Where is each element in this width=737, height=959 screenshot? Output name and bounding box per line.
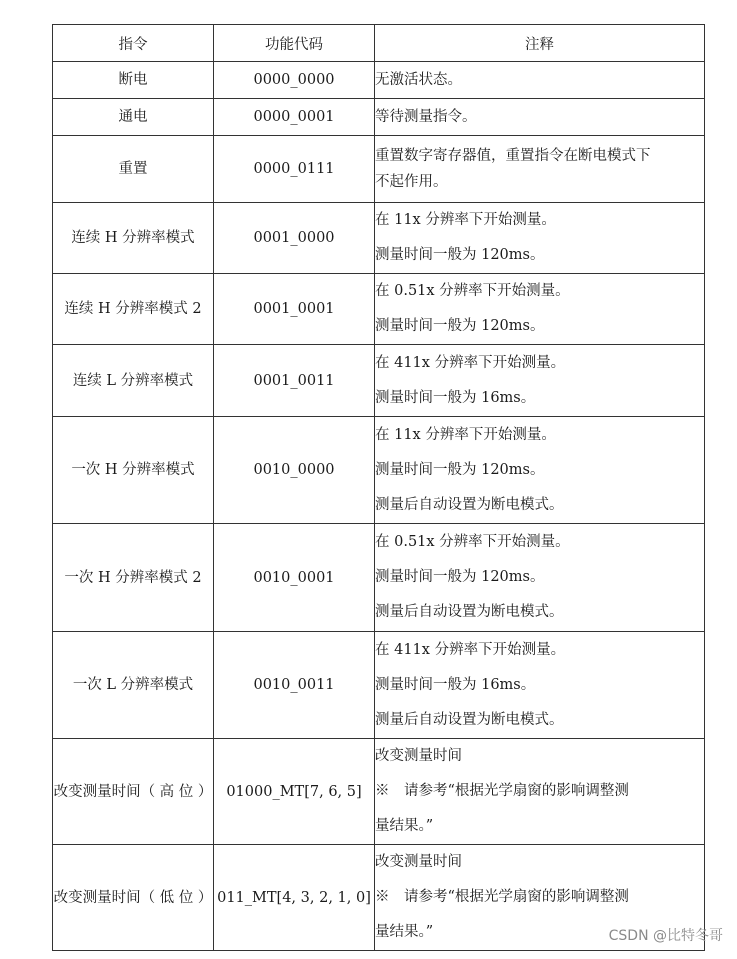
notes-cell xyxy=(375,136,705,203)
table-row xyxy=(53,524,705,632)
note-line: 等待测量指令。 xyxy=(375,109,477,125)
command-cell: 连续 H 分辨率模式 2 xyxy=(53,274,214,345)
note-line: 测量后自动设置为断电模式。 xyxy=(375,496,564,513)
table-row xyxy=(53,345,705,417)
note-line: 无激活状态。 xyxy=(375,72,462,88)
note-line: 在 0.51x 分辨率下开始测量。 xyxy=(375,283,570,299)
note-line: 测量时间一般为 120ms。 xyxy=(375,247,545,263)
command-cell: 重置 xyxy=(53,136,214,203)
command-cell: 改变测量时间（ 高 位 ） xyxy=(53,739,214,845)
note-line: 在 11x 分辨率下开始测量。 xyxy=(375,426,556,443)
note-line: 测量时间一般为 120ms。 xyxy=(375,318,545,334)
command-cell: 断电 xyxy=(53,62,214,99)
table-row xyxy=(53,62,705,99)
function-code-cell: 0001_0001 xyxy=(214,274,375,345)
command-cell: 一次 L 分辨率模式 xyxy=(53,632,214,739)
note-line: 测量后自动设置为断电模式。 xyxy=(375,711,564,728)
command-cell: 一次 H 分辨率模式 xyxy=(53,417,214,524)
note-line: 在 11x 分辨率下开始测量。 xyxy=(375,212,556,228)
header-row xyxy=(53,25,705,62)
command-table xyxy=(52,24,705,951)
notes-cell xyxy=(375,739,705,845)
table-row xyxy=(53,136,705,203)
note-line: 改变测量时间 xyxy=(375,748,462,764)
note-line: 重置数字寄存器值，重置指令在断电模式下 xyxy=(375,148,651,164)
command-cell: 连续 L 分辨率模式 xyxy=(53,345,214,417)
note-line: 量结果。” xyxy=(375,924,434,940)
table-row xyxy=(53,845,705,951)
note-line: 测量时间一般为 16ms。 xyxy=(375,676,536,693)
watermark: CSDN @比特冬哥 xyxy=(608,928,723,944)
notes-cell xyxy=(375,524,705,632)
table-row xyxy=(53,274,705,345)
function-code-cell: 011_MT[4, 3, 2, 1, 0] xyxy=(214,845,375,951)
function-code-cell: 0001_0011 xyxy=(214,345,375,417)
notes-cell xyxy=(375,203,705,274)
header-notes: 注释 xyxy=(375,25,705,62)
note-line: ※ 请参考“根据光学扇窗的影响调整测 xyxy=(375,783,629,799)
table-row xyxy=(53,632,705,739)
notes-cell xyxy=(375,417,705,524)
note-line: 在 411x 分辨率下开始测量。 xyxy=(375,354,566,371)
note-line: 测量后自动设置为断电模式。 xyxy=(375,604,564,620)
table-row xyxy=(53,203,705,274)
command-cell: 通电 xyxy=(53,99,214,136)
function-code-cell: 0010_0000 xyxy=(214,417,375,524)
note-line: 改变测量时间 xyxy=(375,854,462,870)
function-code-cell: 0000_0111 xyxy=(214,136,375,203)
header-command: 指令 xyxy=(53,25,214,62)
function-code-cell: 0001_0000 xyxy=(214,203,375,274)
note-line: 在 411x 分辨率下开始测量。 xyxy=(375,641,566,658)
function-code-cell: 0000_0000 xyxy=(214,62,375,99)
table-row xyxy=(53,739,705,845)
command-cell: 连续 H 分辨率模式 xyxy=(53,203,214,274)
note-line: 测量时间一般为 120ms。 xyxy=(375,569,545,585)
note-line: ※ 请参考“根据光学扇窗的影响调整测 xyxy=(375,889,629,905)
function-code-cell: 01000_MT[7, 6, 5] xyxy=(214,739,375,845)
table-row xyxy=(53,99,705,136)
note-line: 测量时间一般为 120ms。 xyxy=(375,461,545,478)
command-cell: 一次 H 分辨率模式 2 xyxy=(53,524,214,632)
notes-cell xyxy=(375,99,705,136)
notes-cell xyxy=(375,632,705,739)
notes-cell xyxy=(375,62,705,99)
header-function-code: 功能代码 xyxy=(214,25,375,62)
notes-cell xyxy=(375,345,705,417)
notes-cell xyxy=(375,274,705,345)
note-line: 测量时间一般为 16ms。 xyxy=(375,389,536,406)
note-line: 不起作用。 xyxy=(375,174,448,190)
function-code-cell: 0000_0001 xyxy=(214,99,375,136)
note-line: 在 0.51x 分辨率下开始测量。 xyxy=(375,534,570,550)
function-code-cell: 0010_0011 xyxy=(214,632,375,739)
table-row xyxy=(53,417,705,524)
note-line: 量结果。” xyxy=(375,818,434,834)
command-cell: 改变测量时间（ 低 位 ） xyxy=(53,845,214,951)
function-code-cell: 0010_0001 xyxy=(214,524,375,632)
